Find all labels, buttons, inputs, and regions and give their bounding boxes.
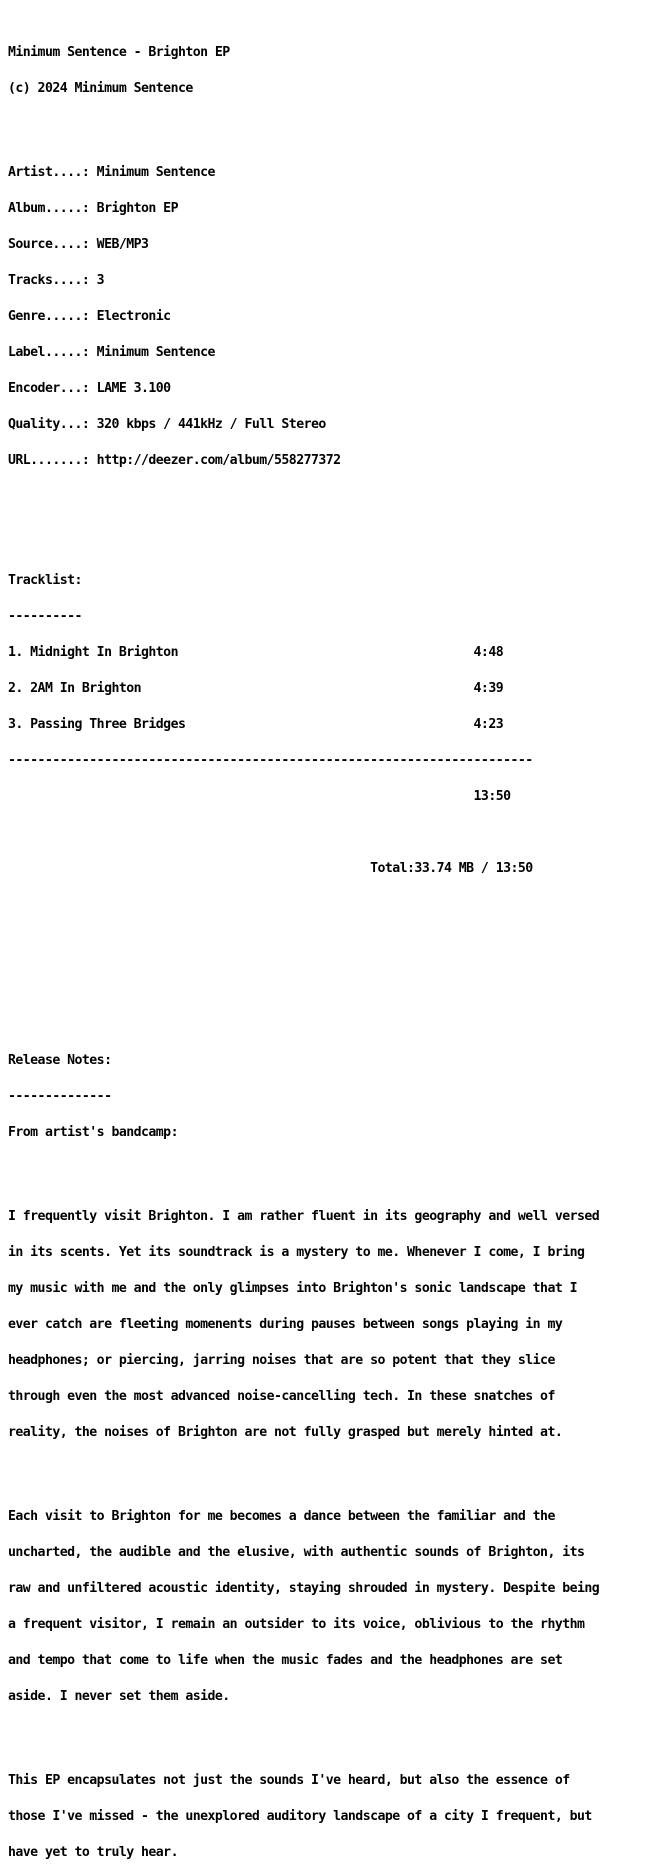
copyright-line: (c) 2024 Minimum Sentence — [8, 81, 193, 96]
tracklist-divider: ----------------------------------------------------------------------- — [8, 753, 533, 768]
info-label: Label.....: Minimum Sentence — [8, 345, 215, 360]
notes-paragraph-line: headphones; or piercing, jarring noises that are so potent that they slice — [8, 1353, 555, 1368]
release-notes-underline: -------------- — [8, 1089, 112, 1104]
notes-paragraph-line: uncharted, the audible and the elusive, with authentic sounds of Brighton, its — [8, 1545, 585, 1560]
info-album: Album.....: Brighton EP — [8, 201, 178, 216]
release-title: Minimum Sentence - Brighton EP — [8, 45, 230, 60]
blank-line — [8, 1727, 653, 1739]
release-notes-heading: Release Notes: — [8, 1053, 112, 1068]
notes-paragraph-line: have yet to truly hear. — [8, 1845, 178, 1860]
total-time: 13:50 — [8, 789, 511, 804]
notes-paragraph-line: through even the most advanced noise-cancelling tech. In these snatches of — [8, 1389, 555, 1404]
info-encoder: Encoder...: LAME 3.100 — [8, 381, 171, 396]
notes-paragraph-line: a frequent visitor, I remain an outsider to its voice, oblivious to the rhythm — [8, 1617, 585, 1632]
blank-line — [8, 1007, 653, 1019]
blank-line — [8, 491, 653, 503]
notes-paragraph-line: aside. I never set them aside. — [8, 1689, 230, 1704]
info-tracks: Tracks....: 3 — [8, 273, 105, 288]
tracklist-heading: Tracklist: — [8, 573, 82, 588]
release-notes-intro: From artist's bandcamp: — [8, 1125, 178, 1140]
info-source: Source....: WEB/MP3 — [8, 237, 149, 252]
tracklist-underline: ---------- — [8, 609, 82, 624]
nfo-document — [8, 23, 653, 1871]
info-genre: Genre.....: Electronic — [8, 309, 171, 324]
blank-line — [8, 935, 653, 947]
notes-paragraph-line: I frequently visit Brighton. I am rather fluent in its geography and well versed — [8, 1209, 600, 1224]
blank-line — [8, 1463, 653, 1475]
notes-paragraph-line: those I've missed - the unexplored auditory landscape of a city I frequent, but — [8, 1809, 592, 1824]
notes-paragraph-line: ever catch are fleeting momenents during pauses between songs playing in my — [8, 1317, 563, 1332]
blank-line — [8, 899, 653, 911]
info-url: URL.......: http://deezer.com/album/558277372 — [8, 453, 341, 468]
track-row: 1. Midnight In Brighton 4:48 — [8, 645, 504, 660]
info-artist: Artist....: Minimum Sentence — [8, 165, 215, 180]
notes-paragraph-line: reality, the noises of Brighton are not fully grasped but merely hinted at. — [8, 1425, 563, 1440]
notes-paragraph-line: raw and unfiltered acoustic identity, staying shrouded in mystery. Despite being — [8, 1581, 600, 1596]
notes-paragraph-line: in its scents. Yet its soundtrack is a mystery to me. Whenever I come, I bring — [8, 1245, 585, 1260]
blank-line — [8, 971, 653, 983]
track-row: 2. 2AM In Brighton 4:39 — [8, 681, 504, 696]
notes-paragraph-line: Each visit to Brighton for me becomes a dance between the familiar and the — [8, 1509, 555, 1524]
total-size: Total:33.74 MB / 13:50 — [8, 861, 533, 876]
blank-line — [8, 1163, 653, 1175]
notes-paragraph-line: and tempo that come to life when the music fades and the headphones are set — [8, 1653, 563, 1668]
notes-paragraph-line: my music with me and the only glimpses into Brighton's sonic landscape that I — [8, 1281, 577, 1296]
notes-paragraph-line: This EP encapsulates not just the sounds I've heard, but also the essence of — [8, 1773, 570, 1788]
info-quality: Quality...: 320 kbps / 441kHz / Full Stereo — [8, 417, 326, 432]
blank-line — [8, 527, 653, 539]
blank-line — [8, 827, 653, 839]
track-row: 3. Passing Three Bridges 4:23 — [8, 717, 504, 732]
blank-line — [8, 119, 653, 131]
